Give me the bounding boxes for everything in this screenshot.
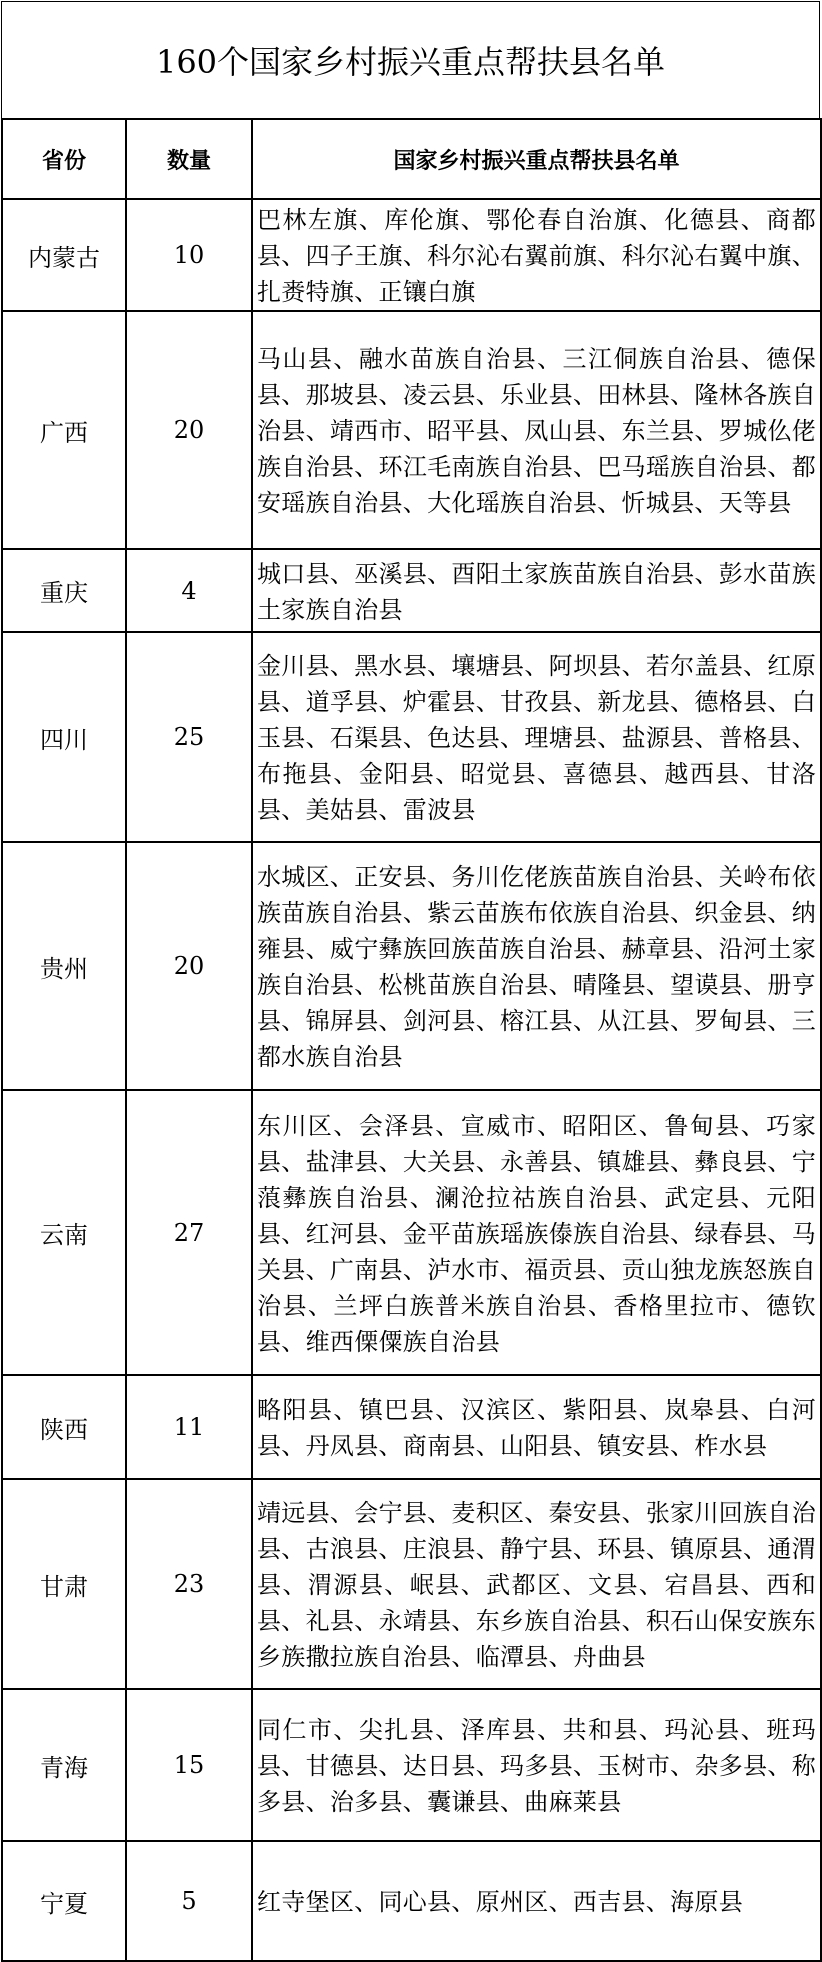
province-cell: 内蒙古: [2, 199, 126, 311]
county-list-cell: 城口县、巫溪县、酉阳土家族苗族自治县、彭水苗族土家族自治县: [252, 549, 821, 632]
province-cell: 贵州: [2, 842, 126, 1090]
header-county-list: 国家乡村振兴重点帮扶县名单: [252, 119, 821, 199]
table-row: [2, 199, 821, 311]
table-row: [2, 1841, 821, 1961]
table-row: [2, 632, 821, 842]
province-cell: 云南: [2, 1090, 126, 1375]
county-list-cell: 马山县、融水苗族自治县、三江侗族自治县、德保县、那坡县、凌云县、乐业县、田林县、隆林各族自治县、靖西市、昭平县、凤山县、东兰县、罗城仫佬族自治县、环江毛南族自治县、巴马瑶族自治县、都安瑶族自治县、大化瑶族自治县、忻城县、天等县: [252, 311, 821, 549]
table-row: [2, 1479, 821, 1689]
county-list-cell: 红寺堡区、同心县、原州区、西吉县、海原县: [252, 1841, 821, 1961]
count-cell: 15: [126, 1689, 252, 1841]
table-header-row: [2, 119, 821, 199]
table-row: [2, 842, 821, 1090]
county-list-cell: 东川区、会泽县、宣威市、昭阳区、鲁甸县、巧家县、盐津县、大关县、永善县、镇雄县、彝良县、宁蒗彝族自治县、澜沧拉祜族自治县、武定县、元阳县、红河县、金平苗族瑶族傣族自治县、绿春县、马关县、广南县、泸水市、福贡县、贡山独龙族怒族自治县、兰坪白族普米族自治县、香格里拉市、德钦县、维西傈僳族自治县: [252, 1090, 821, 1375]
document-title: 160个国家乡村振兴重点帮扶县名单: [1, 1, 820, 119]
county-list-cell: 水城区、正安县、务川仡佬族苗族自治县、关岭布依族苗族自治县、紫云苗族布依族自治县、织金县、纳雍县、威宁彝族回族苗族自治县、赫章县、沿河土家族自治县、松桃苗族自治县、晴隆县、望谟县、册亨县、锦屏县、剑河县、榕江县、从江县、罗甸县、三都水族自治县: [252, 842, 821, 1090]
count-cell: 4: [126, 549, 252, 632]
count-cell: 20: [126, 311, 252, 549]
count-cell: 11: [126, 1375, 252, 1479]
province-cell: 宁夏: [2, 1841, 126, 1961]
count-cell: 23: [126, 1479, 252, 1689]
count-cell: 27: [126, 1090, 252, 1375]
count-cell: 20: [126, 842, 252, 1090]
table-row: [2, 1689, 821, 1841]
province-cell: 青海: [2, 1689, 126, 1841]
table-row: [2, 1090, 821, 1375]
county-list-cell: 靖远县、会宁县、麦积区、秦安县、张家川回族自治县、古浪县、庄浪县、静宁县、环县、镇原县、通渭县、渭源县、岷县、武都区、文县、宕昌县、西和县、礼县、永靖县、东乡族自治县、积石山保安族东乡族撒拉族自治县、临潭县、舟曲县: [252, 1479, 821, 1689]
table-row: [2, 311, 821, 549]
province-cell: 四川: [2, 632, 126, 842]
province-cell: 陕西: [2, 1375, 126, 1479]
province-cell: 重庆: [2, 549, 126, 632]
table-row: [2, 549, 821, 632]
county-list-cell: 略阳县、镇巴县、汉滨区、紫阳县、岚皋县、白河县、丹凤县、商南县、山阳县、镇安县、柞水县: [252, 1375, 821, 1479]
county-table: [1, 118, 822, 1962]
count-cell: 10: [126, 199, 252, 311]
county-list-cell: 巴林左旗、库伦旗、鄂伦春自治旗、化德县、商都县、四子王旗、科尔沁右翼前旗、科尔沁右翼中旗、扎赉特旗、正镶白旗: [252, 199, 821, 311]
province-cell: 甘肃: [2, 1479, 126, 1689]
province-cell: 广西: [2, 311, 126, 549]
header-province: 省份: [2, 119, 126, 199]
county-list-cell: 金川县、黑水县、壤塘县、阿坝县、若尔盖县、红原县、道孚县、炉霍县、甘孜县、新龙县、德格县、白玉县、石渠县、色达县、理塘县、盐源县、普格县、布拖县、金阳县、昭觉县、喜德县、越西县、甘洛县、美姑县、雷波县: [252, 632, 821, 842]
county-list-cell: 同仁市、尖扎县、泽库县、共和县、玛沁县、班玛县、甘德县、达日县、玛多县、玉树市、杂多县、称多县、治多县、囊谦县、曲麻莱县: [252, 1689, 821, 1841]
header-count: 数量: [126, 119, 252, 199]
table-row: [2, 1375, 821, 1479]
count-cell: 5: [126, 1841, 252, 1961]
count-cell: 25: [126, 632, 252, 842]
